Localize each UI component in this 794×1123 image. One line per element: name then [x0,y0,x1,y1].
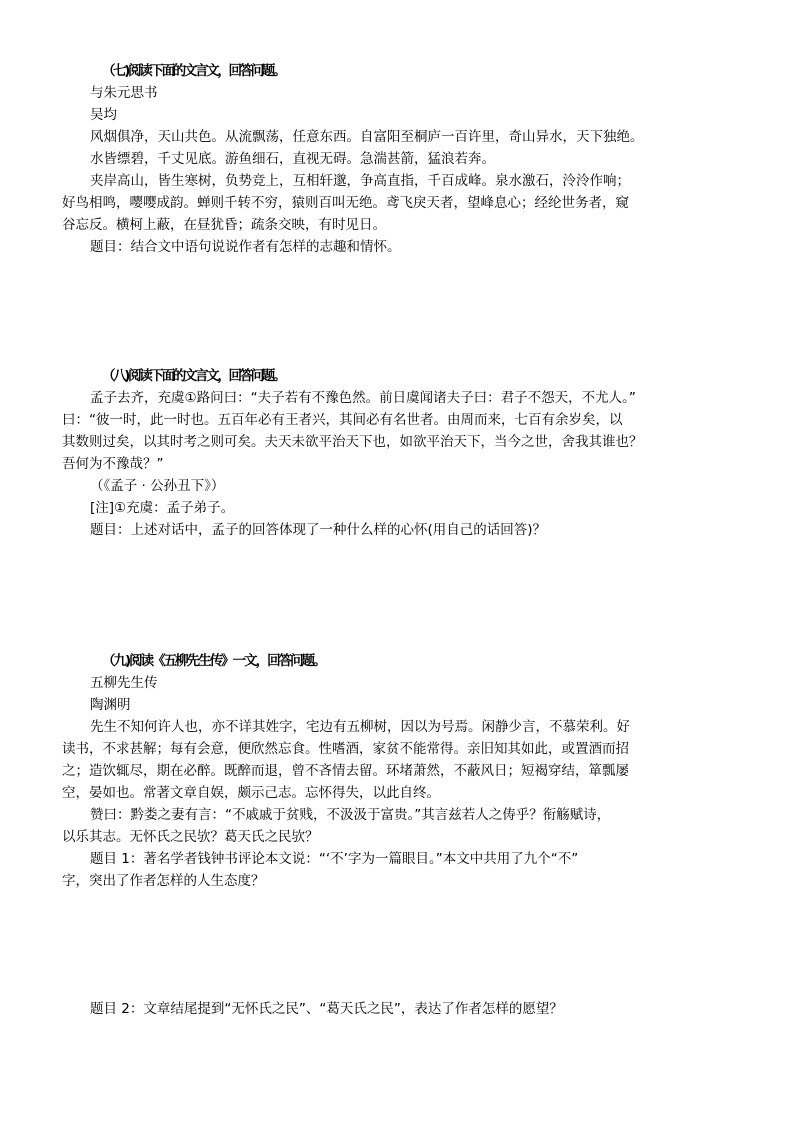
section-9-zan-line: 赞曰：黔娄之妻有言：“不戚戚于贫贱，不汲汲于富贵。”其言兹若人之俦乎？衔觞赋诗， [90,807,611,823]
section-9-title: 五柳先生传 [90,675,158,691]
section-9-text-line: 空，晏如也。常著文章自娱，颇示己志。忘怀得失，以此自终。 [62,785,440,801]
section-8-text-line: 其数则过矣，以其时考之则可矣。夫天未欲平治天下也，如欲平治天下，当今之世，舍我其谁也？ [62,434,643,450]
section-8-heading: （八)阅读下面的文言文，回答问题。 [102,368,285,384]
section-8-text-line: 曰：“彼一时，此一时也。五百年必有王者兴，其间必有名世者。由周而来，七百有余岁矣，以 [62,412,623,428]
section-9-text-line: 先生不知何许人也，亦不详其姓字，宅边有五柳树，因以为号焉。闲静少言，不慕荣利。好 [90,719,630,735]
section-9-author: 陶渊明 [90,697,131,713]
section-7-question: 题目：结合文中语句说说作者有怎样的志趣和情怀。 [90,239,401,255]
section-9-text-line: 读书，不求甚解；每有会意，便欣然忘食。性嗜酒，家贫不能常得。亲旧知其如此，或置酒而招 [62,741,629,757]
section-7-text-line: 水皆缥碧，千丈见底。游鱼细石，直视无碍。急湍甚箭，猛浪若奔。 [90,151,495,167]
section-7-text-line: 好鸟相鸣，嘤嘤成韵。蝉则千转不穷，猿则百叫无绝。鸢飞戾天者，望峰息心；经纶世务者，窥 [62,195,629,211]
section-7-author: 吴均 [90,107,117,123]
section-9-heading: （九)阅读《五柳先生传》一文，回答问题。 [102,653,325,669]
section-8-question: 题目：上述对话中，孟子的回答体现了一种什么样的心怀(用自己的话回答)？ [90,522,547,538]
section-8-text-line: 吾何为不豫哉？” [62,456,164,472]
section-8-note: [注]①充虞：孟子弟子。 [90,500,235,516]
section-9-zan-line: 以乐其志。无怀氏之民欤？葛天氏之民欤？ [62,829,319,845]
section-9-question-1: 题目 1：著名学者钱钟书评论本文说：“‘不’字为一篇眼目。”本文中共用了九个“不” [90,851,579,867]
section-7-title: 与朱元思书 [90,85,158,101]
section-9-question-2: 题目 2：文章结尾提到“无怀氏之民”、“葛天氏之民”，表达了作者怎样的愿望？ [90,1001,563,1017]
section-9-text-line: 之；造饮辄尽，期在必醉。既醉而退，曾不吝情去留。环堵萧然，不蔽风日；短褐穿结，箪瓢屡 [62,763,629,779]
section-7-text-line: 谷忘反。横柯上蔽，在昼犹昏；疏条交映，有时见日。 [62,217,386,233]
section-8-source: （《孟子 · 公孙丑下》） [90,478,225,494]
section-9-question-1-cont: 字，突出了作者怎样的人生态度？ [62,873,265,889]
section-7-heading: （七)阅读下面的文言文，回答问题。 [102,63,285,79]
section-8-text-line: 孟子去齐，充虞①路问曰：“夫子若有不豫色然。前日虞闻诸夫子曰：君子不怨天，不尤人。” [90,390,636,406]
section-7-text-line: 夹岸高山，皆生寒树，负势竞上，互相轩邈，争高直指，千百成峰。泉水激石，泠泠作响； [90,173,630,189]
section-7-text-line: 风烟俱净，天山共色。从流飘荡，任意东西。自富阳至桐庐一百许里，奇山异水，天下独绝。 [90,129,644,145]
